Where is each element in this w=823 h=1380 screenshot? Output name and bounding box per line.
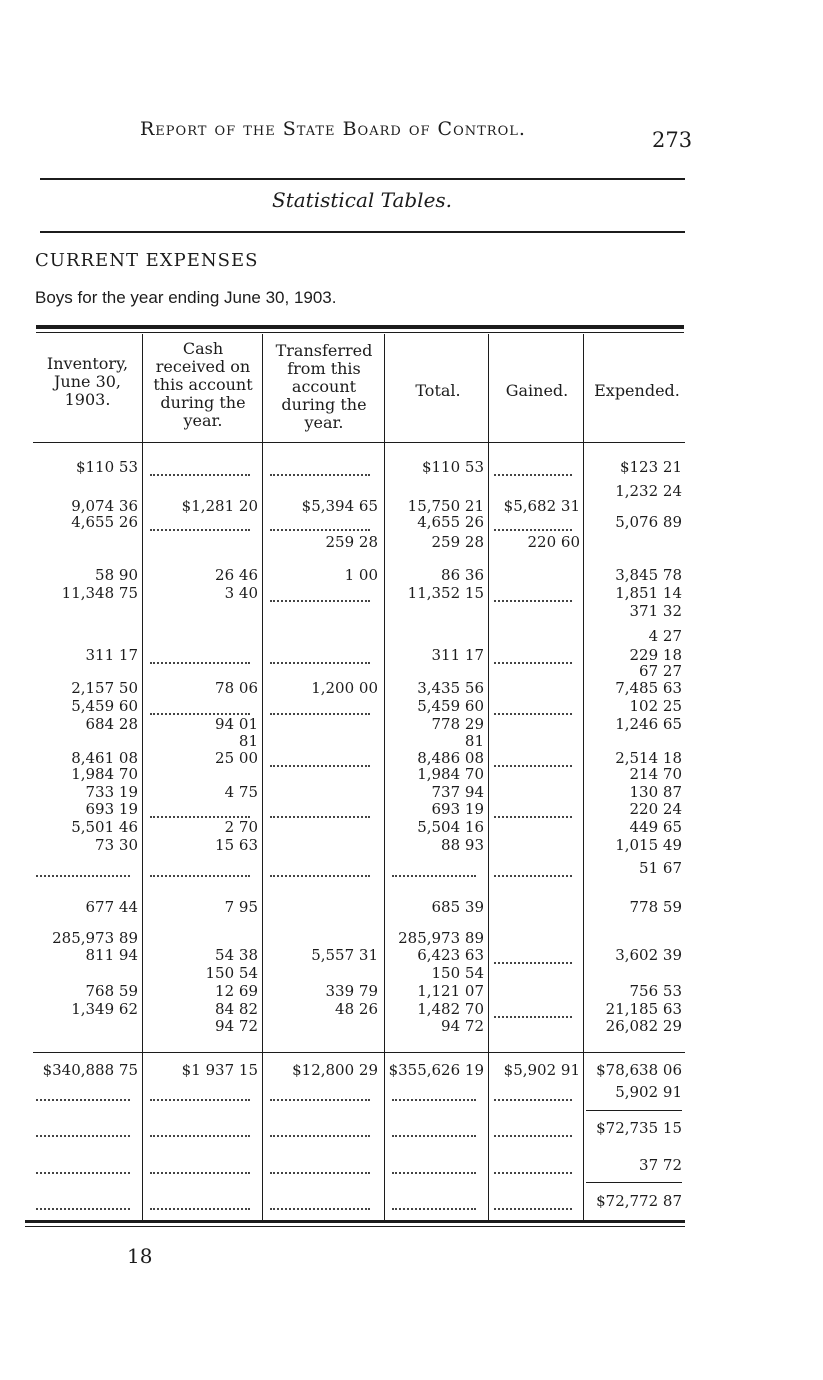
cell-inventory: 811 94 — [85, 946, 138, 964]
cell-expended: 214 70 — [629, 765, 682, 783]
table-bottom-rule — [25, 1220, 685, 1223]
summary-expended: 5,902 91 — [615, 1083, 682, 1101]
cell-total: 285,973 89 — [398, 929, 484, 947]
dot-leader — [36, 1155, 130, 1174]
cell-total: 3,435 56 — [417, 679, 484, 697]
cell-cash-received: 4 75 — [224, 783, 258, 801]
dot-leader — [36, 1191, 130, 1210]
header-underline — [33, 442, 685, 443]
cell-total: 86 36 — [441, 566, 484, 584]
dot-leader — [494, 696, 572, 715]
cell-transferred: 5,557 31 — [311, 946, 378, 964]
cell-expended: 756 53 — [629, 982, 682, 1000]
cell-cash-received: 54 38 — [215, 946, 258, 964]
cell-expended: 3,602 39 — [615, 946, 682, 964]
cell-expended: 449 65 — [629, 818, 682, 836]
expended-subtotal-rule — [586, 1110, 682, 1111]
column-rule — [384, 334, 385, 1220]
cell-total: 94 72 — [441, 1017, 484, 1035]
dot-leader — [150, 858, 250, 877]
dot-leader — [36, 1118, 130, 1137]
cell-transferred: 48 26 — [335, 1000, 378, 1018]
cell-total: 8,486 08 — [417, 749, 484, 767]
total-expended: $78,638 06 — [596, 1061, 682, 1079]
cell-total: 1,482 70 — [417, 1000, 484, 1018]
cell-inventory: 285,973 89 — [52, 929, 138, 947]
cell-total: 150 54 — [431, 964, 484, 982]
table-bottom-rule-thin — [25, 1226, 685, 1227]
cell-gained: 220 60 — [527, 533, 580, 551]
dot-leader — [494, 1118, 572, 1137]
dot-leader — [494, 1155, 572, 1174]
cell-inventory: 768 59 — [85, 982, 138, 1000]
cell-cash-received: 7 95 — [224, 898, 258, 916]
dot-leader — [494, 799, 572, 818]
column-rule — [142, 334, 143, 1220]
totals-rule — [33, 1052, 685, 1053]
cell-inventory: 1,349 62 — [71, 1000, 138, 1018]
summary-expended: 37 72 — [639, 1156, 682, 1174]
cell-expended: $123 21 — [619, 458, 682, 476]
dot-leader — [270, 696, 370, 715]
cell-expended: 3,845 78 — [615, 566, 682, 584]
total-cash-received: $1 937 15 — [181, 1061, 258, 1079]
cell-cash-received: 94 01 — [215, 715, 258, 733]
cell-expended: 1,015 49 — [615, 836, 682, 854]
dot-leader — [494, 999, 572, 1018]
cell-inventory: 8,461 08 — [71, 749, 138, 767]
dot-leader — [494, 945, 572, 964]
dot-leader — [392, 1191, 476, 1210]
dot-leader — [494, 645, 572, 664]
cell-inventory: 311 17 — [85, 646, 138, 664]
column-header-transferred: Transferred from this account during the year. — [275, 341, 373, 432]
column-rule — [262, 334, 263, 1220]
table-caption: Boys for the year ending June 30, 1903. — [35, 288, 337, 307]
cell-total: 81 — [464, 732, 484, 750]
dot-leader — [494, 583, 572, 602]
cell-total: 4,655 26 — [417, 513, 484, 531]
dot-leader — [270, 1191, 370, 1210]
cell-cash-received: 84 82 — [215, 1000, 258, 1018]
summary-expended: $72,772 87 — [596, 1192, 682, 1210]
cell-cash-received: 12 69 — [215, 982, 258, 1000]
cell-expended: 220 24 — [629, 800, 682, 818]
cell-total: 88 93 — [441, 836, 484, 854]
cell-total: 1,984 70 — [417, 765, 484, 783]
dot-leader — [150, 1191, 250, 1210]
dot-leader — [270, 512, 370, 531]
dot-leader — [270, 457, 370, 476]
dot-leader — [150, 1118, 250, 1137]
cell-transferred: 259 28 — [325, 533, 378, 551]
column-rule — [488, 334, 489, 1220]
cell-expended: 1,851 14 — [615, 584, 682, 602]
dot-leader — [270, 1118, 370, 1137]
total-gained: $5,902 91 — [503, 1061, 580, 1079]
cell-inventory: 2,157 50 — [71, 679, 138, 697]
dot-leader — [150, 457, 250, 476]
cell-expended: 130 87 — [629, 783, 682, 801]
cell-total: 737 94 — [431, 783, 484, 801]
page-header-title: Report of the State Board of Control. — [140, 118, 526, 140]
statistical-tables-subtitle: Statistical Tables. — [272, 188, 453, 212]
dot-leader — [494, 1191, 572, 1210]
cell-expended: 778 59 — [629, 898, 682, 916]
cell-gained: $5,682 31 — [503, 497, 580, 515]
dot-leader — [150, 1155, 250, 1174]
cell-transferred: 1 00 — [344, 566, 378, 584]
cell-expended: 1,232 24 — [615, 482, 682, 500]
signature-mark: 18 — [127, 1244, 153, 1268]
column-header-gained: Gained. — [505, 381, 569, 400]
cell-total: 693 19 — [431, 800, 484, 818]
cell-cash-received: 26 46 — [215, 566, 258, 584]
dot-leader — [36, 1082, 130, 1101]
dot-leader — [150, 1082, 250, 1101]
cell-inventory: 1,984 70 — [71, 765, 138, 783]
cell-inventory: 733 19 — [85, 783, 138, 801]
column-header-total: Total. — [415, 381, 461, 400]
cell-cash-received: 2 70 — [224, 818, 258, 836]
cell-expended: 1,246 65 — [615, 715, 682, 733]
cell-expended: 67 27 — [639, 662, 682, 680]
total-transferred: $12,800 29 — [292, 1061, 378, 1079]
cell-expended: 229 18 — [629, 646, 682, 664]
cell-cash-received: 150 54 — [205, 964, 258, 982]
cell-expended: 5,076 89 — [615, 513, 682, 531]
dot-leader — [270, 645, 370, 664]
dot-leader — [392, 1082, 476, 1101]
cell-expended: 51 67 — [639, 859, 682, 877]
dot-leader — [392, 1155, 476, 1174]
dot-leader — [150, 645, 250, 664]
cell-expended: 21,185 63 — [605, 1000, 682, 1018]
dot-leader — [494, 512, 572, 531]
cell-inventory: 684 28 — [85, 715, 138, 733]
cell-inventory: 5,501 46 — [71, 818, 138, 836]
cell-inventory: 9,074 36 — [71, 497, 138, 515]
dot-leader — [270, 1082, 370, 1101]
cell-inventory: 58 90 — [95, 566, 138, 584]
dot-leader — [392, 1118, 476, 1137]
cell-total: 15,750 21 — [407, 497, 484, 515]
cell-total: 6,423 63 — [417, 946, 484, 964]
dot-leader — [36, 858, 130, 877]
dot-leader — [150, 799, 250, 818]
cell-cash-received: 3 40 — [224, 584, 258, 602]
dot-leader — [494, 1082, 572, 1101]
dot-leader — [150, 512, 250, 531]
cell-cash-received: 15 63 — [215, 836, 258, 854]
cell-total: 5,504 16 — [417, 818, 484, 836]
dot-leader — [494, 858, 572, 877]
page-number: 273 — [652, 128, 693, 152]
cell-transferred: 1,200 00 — [311, 679, 378, 697]
cell-total: 685 39 — [431, 898, 484, 916]
cell-inventory: 73 30 — [95, 836, 138, 854]
cell-cash-received: 94 72 — [215, 1017, 258, 1035]
total-total: $355,626 19 — [388, 1061, 484, 1079]
dot-leader — [494, 457, 572, 476]
cell-total: 5,459 60 — [417, 697, 484, 715]
cell-inventory: $110 53 — [75, 458, 138, 476]
dot-leader — [270, 748, 370, 767]
dot-leader — [270, 799, 370, 818]
cell-cash-received: 81 — [238, 732, 258, 750]
cell-total: $110 53 — [421, 458, 484, 476]
cell-inventory: 693 19 — [85, 800, 138, 818]
summary-expended: $72,735 15 — [596, 1119, 682, 1137]
cell-inventory: 4,655 26 — [71, 513, 138, 531]
table-top-rule — [36, 325, 684, 329]
header-rule-top — [40, 178, 685, 180]
cell-cash-received: 25 00 — [215, 749, 258, 767]
cell-expended: 26,082 29 — [605, 1017, 682, 1035]
dot-leader — [270, 583, 370, 602]
column-rule — [583, 334, 584, 1220]
cell-expended: 371 32 — [629, 602, 682, 620]
cell-inventory: 11,348 75 — [61, 584, 138, 602]
dot-leader — [150, 696, 250, 715]
total-inventory: $340,888 75 — [42, 1061, 138, 1079]
cell-total: 778 29 — [431, 715, 484, 733]
header-rule-bottom — [40, 231, 685, 233]
cell-total: 1,121 07 — [417, 982, 484, 1000]
cell-expended: 4 27 — [648, 627, 682, 645]
cell-total: 311 17 — [431, 646, 484, 664]
dot-leader — [392, 858, 476, 877]
section-heading: CURRENT EXPENSES — [35, 250, 259, 271]
column-header-inventory: Inventory, June 30, 1903. — [46, 354, 129, 409]
cell-cash-received: $1,281 20 — [181, 497, 258, 515]
dot-leader — [270, 1155, 370, 1174]
column-header-cash-received: Cash received on this account during the year. — [153, 339, 253, 430]
expended-subtotal-rule — [586, 1182, 682, 1183]
dot-leader — [270, 858, 370, 877]
cell-expended: 7,485 63 — [615, 679, 682, 697]
cell-inventory: 5,459 60 — [71, 697, 138, 715]
cell-total: 259 28 — [431, 533, 484, 551]
cell-expended: 2,514 18 — [615, 749, 682, 767]
cell-total: 11,352 15 — [407, 584, 484, 602]
table-top-rule-thin — [36, 332, 684, 333]
dot-leader — [494, 748, 572, 767]
cell-transferred: 339 79 — [325, 982, 378, 1000]
cell-cash-received: 78 06 — [215, 679, 258, 697]
cell-inventory: 677 44 — [85, 898, 138, 916]
column-header-expended: Expended. — [594, 381, 680, 400]
cell-expended: 102 25 — [629, 697, 682, 715]
cell-transferred: $5,394 65 — [301, 497, 378, 515]
